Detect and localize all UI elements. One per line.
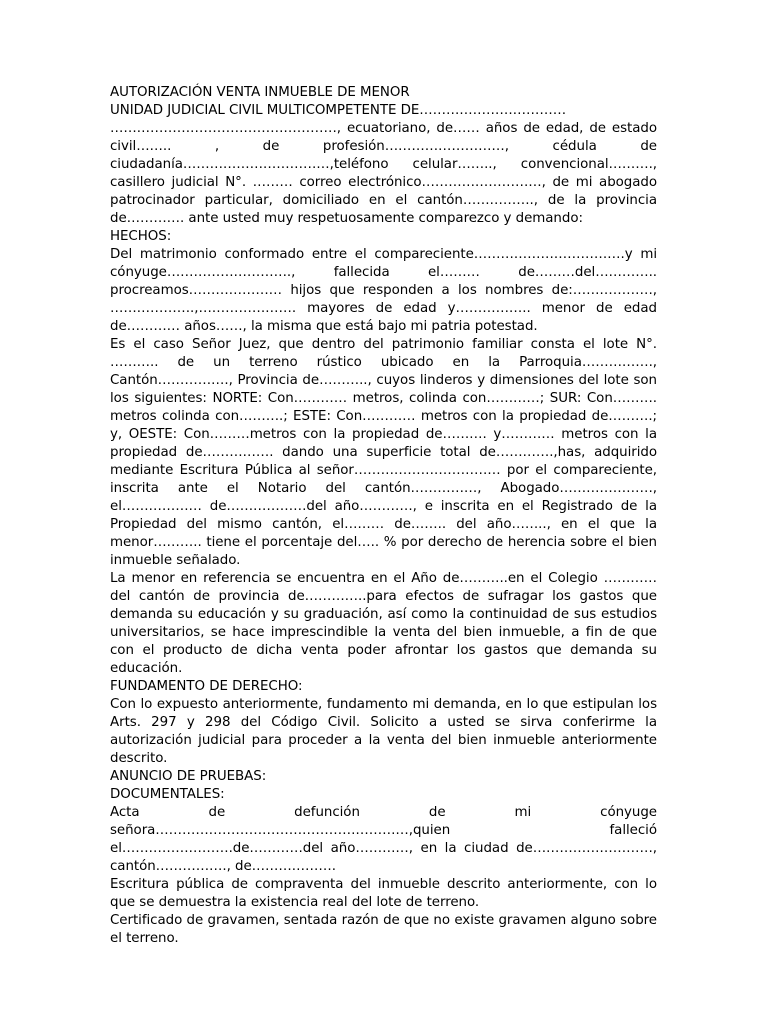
- hechos-heading: HECHOS:: [110, 229, 172, 244]
- hechos-paragraph-1: Del matrimonio conformado entre el compareciente…………………………….y mi cónyuge………………………., fallecida el……… de………del………….. procreamos………………… hijos que responden a los nombres de:………………, ……………….,…………………. mayores de edad y…………….. menor de edad de………… años……, la misma que está bajo mi patria potestad.: [110, 247, 657, 334]
- intro-paragraph: ……………………………………………, ecuatoriano, de…… años de edad, de estado civil…….. , de profesión………………………, cédula de ciudadanía……………………………,teléfono celular…….., convencional………., casillero judicial N°. ……… correo electrónico………………………, de mi abogado patrocinador particular, domiciliado en el cantón……………., de la provincia de…………. ante usted muy respetuosamente comparezco y demando:: [110, 121, 657, 226]
- court-line: UNIDAD JUDICIAL CIVIL MULTICOMPETENTE DE……………………………: [110, 103, 567, 118]
- documentales-heading: DOCUMENTALES:: [110, 787, 225, 802]
- document-page: [110, 84, 657, 948]
- document-title: AUTORIZACIÓN VENTA INMUEBLE DE MENOR: [110, 85, 410, 100]
- pruebas-heading: ANUNCIO DE PRUEBAS:: [110, 769, 267, 784]
- fundamento-heading: FUNDAMENTO DE DERECHO:: [110, 679, 303, 694]
- hechos-paragraph-2: Es el caso Señor Juez, que dentro del patrimonio familiar consta el lote N°. ……….. de un terreno rústico ubicado en la Parroquia……………., Cantón……………., Provincia de……….., cuyos linderos y dimensiones del lote son los siguientes: NORTE: Con………… metros, colinda con…………; SUR: Con………. metros colinda con……….; ESTE: Con………… metros con la propiedad de……….; y, OESTE: Con………metros con la propiedad de………. y………… metros con la propiedad de……………. dando una superficie total de………….,has, adquirido mediante Escritura Pública al señor…………………………… por el compareciente, inscrita ante el Notario del cantón……………, Abogado…………………, el……………… de………………del año…………, e inscrita en el Registrado de la Propiedad del mismo cantón, el……… de…….. del año…….., en el que la menor……….. tiene el porcentaje del….. % por derecho de herencia sobre el bien inmueble señalado.: [110, 337, 657, 568]
- pruebas-paragraph-3: Certificado de gravamen, sentada razón de que no existe gravamen alguno sobre el terreno.: [110, 913, 657, 946]
- fundamento-paragraph: Con lo expuesto anteriormente, fundamento mi demanda, en lo que estipulan los Arts. 297 y 298 del Código Civil. Solicito a usted se sirva conferirme la autorización judicial para proceder a la venta del bien inmueble anteriormente descrito.: [110, 697, 657, 766]
- pruebas-paragraph-1: Acta de defunción de mi cónyuge señora…………………………………………………,quien falleció el…………………….de…………del año…………, en la ciudad de………………………, cantón……………., de……………….: [110, 805, 657, 874]
- hechos-paragraph-3: La menor en referencia se encuentra en el Año de………..en el Colegio ………… del cantón de provincia de…………..para efectos de sufragar los gastos que demanda su educación y su graduación, así como la continuidad de sus estudios universitarios, se hace imprescindible la venta del bien inmueble, a fin de que con el producto de dicha venta poder afrontar los gastos que demanda su educación.: [110, 571, 657, 676]
- pruebas-paragraph-2: Escritura pública de compraventa del inmueble descrito anteriormente, con lo que se demuestra la existencia real del lote de terreno.: [110, 877, 657, 910]
